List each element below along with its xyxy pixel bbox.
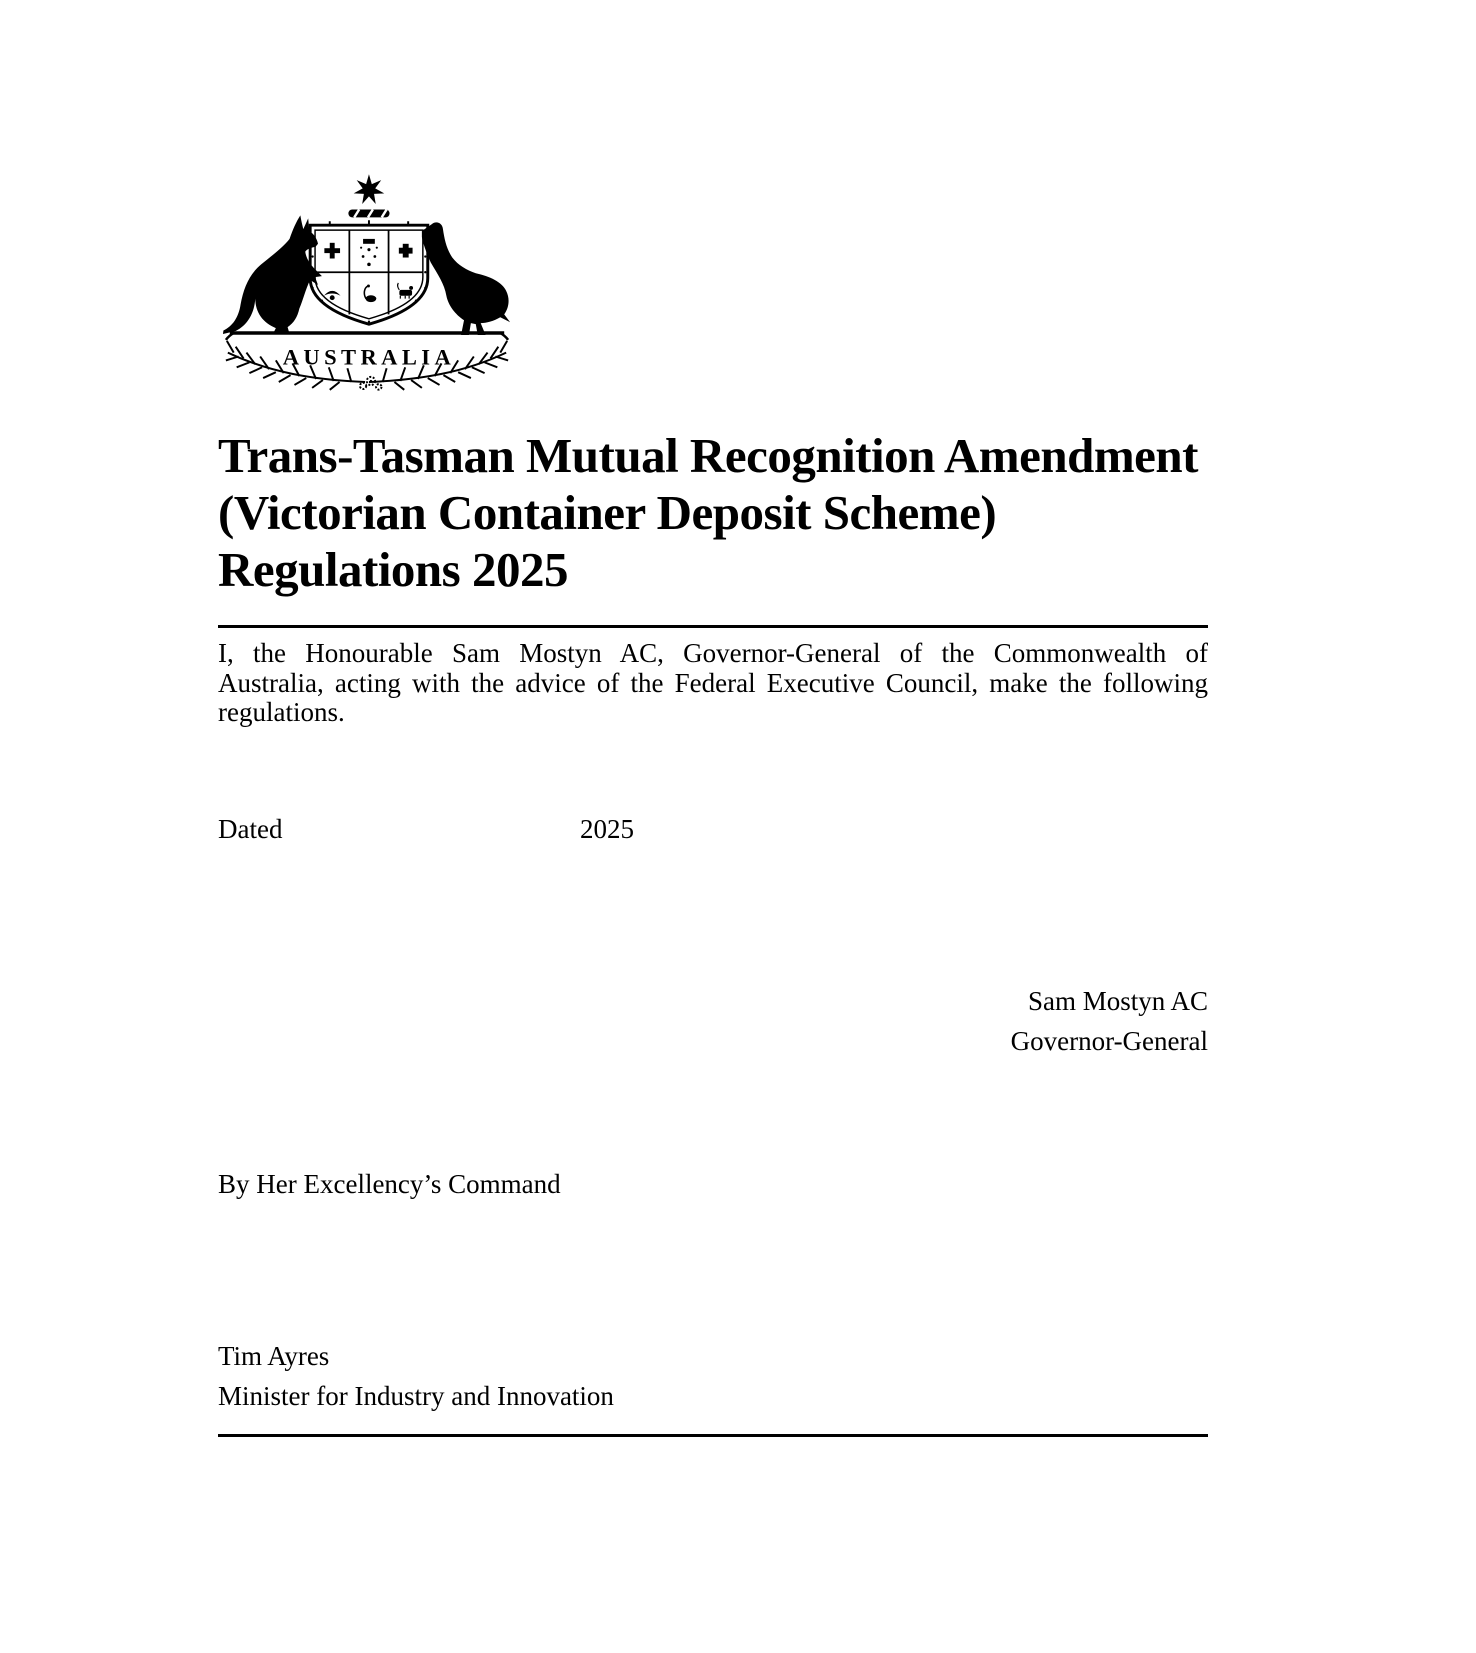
emu-icon: [422, 222, 510, 335]
dated-year: 2025: [580, 814, 634, 844]
minister-name: Tim Ayres: [218, 1341, 330, 1371]
signature-block: [218, 981, 1208, 1061]
kangaroo-icon: [223, 215, 322, 334]
command-line: By Her Excellency’s Command: [218, 1169, 561, 1199]
signatory-name: Sam Mostyn AC: [1027, 986, 1208, 1016]
preamble-line-1: I, the Honourable Sam Mostyn AC, Governor-General of the Commonwealth of: [218, 638, 1208, 668]
preamble-text: [218, 639, 1208, 728]
coat-of-arms-label: AUSTRALIA: [282, 344, 456, 370]
shield-icon: [310, 220, 428, 324]
title-line-2: (Victorian Container Deposit Scheme): [218, 485, 997, 540]
preamble-line-3: regulations.: [218, 697, 345, 727]
preamble-line-2: Australia, acting with the advice of the Federal Executive Council, make the following: [218, 667, 1208, 698]
bottom-divider: [218, 1434, 1208, 1437]
commonwealth-star-icon: [354, 174, 385, 204]
dated-row: [218, 815, 1208, 849]
signatory-role: Governor-General: [1010, 1026, 1208, 1056]
top-divider: [218, 625, 1208, 628]
wattle-flowers-icon: [360, 377, 382, 390]
page-title: [218, 427, 1263, 598]
minister-role: Minister for Industry and Innovation: [218, 1381, 614, 1411]
dated-label: Dated: [218, 814, 283, 844]
minister-block: [218, 1336, 1208, 1416]
title-line-1: Trans-Tasman Mutual Recognition Amendment: [218, 428, 1199, 483]
title-line-3: Regulations 2025: [218, 542, 569, 597]
australian-coat-of-arms-icon: [220, 170, 514, 396]
